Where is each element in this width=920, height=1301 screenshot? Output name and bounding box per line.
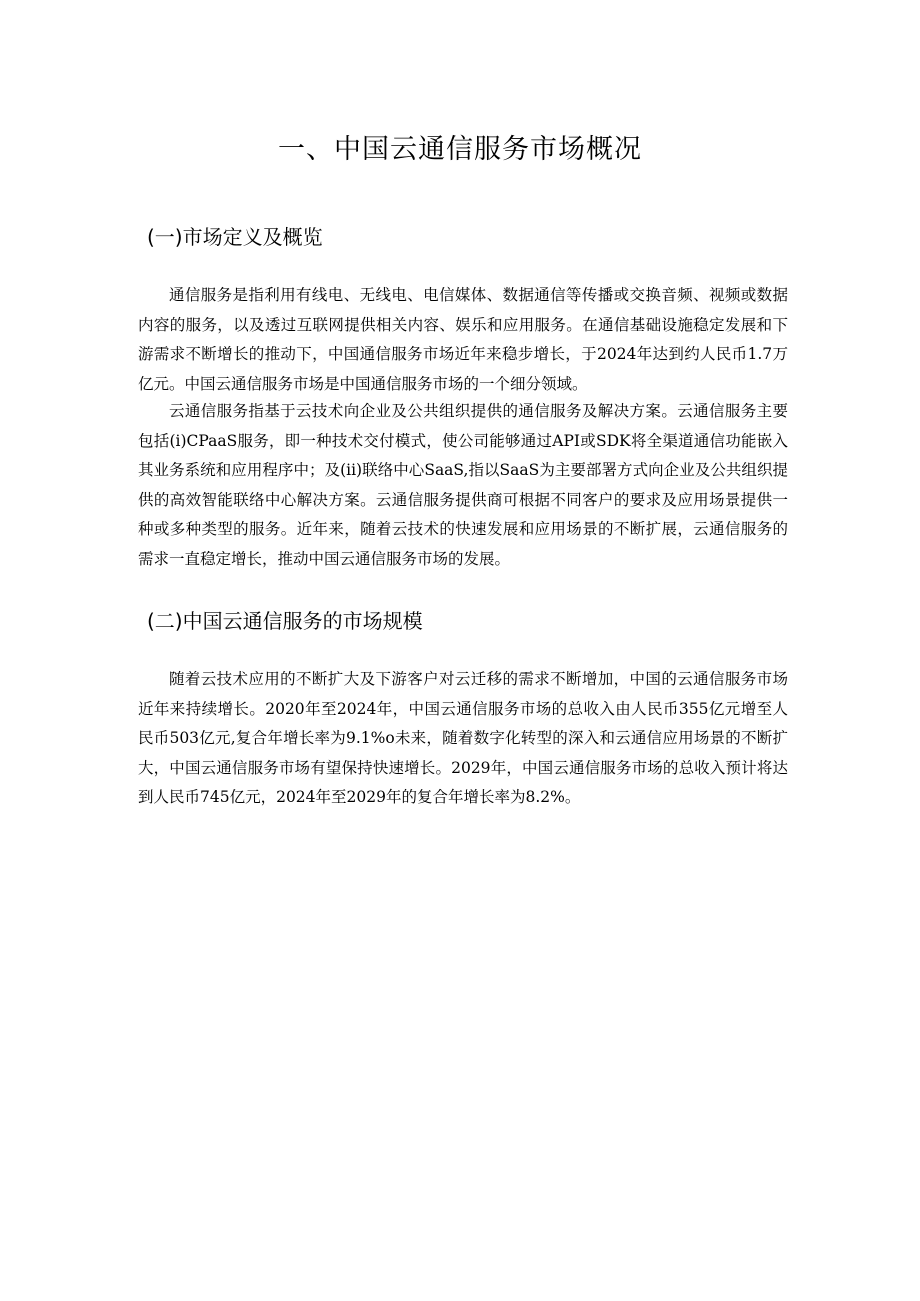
section-heading-market-definition: (一)市场定义及概览 (147, 225, 323, 249)
paragraph-market-size: 随着云技术应用的不断扩大及下游客户对云迁移的需求不断增加，中国的云通信服务市场近年来持续增长。2020年至2024年，中国云通信服务市场的总收入由人民币355亿元增至人民币503亿元,复合年增长率为9.1%o未来，随着数字化转型的深入和云通信应用场景的不断扩大，中国云通信服务市场有望保持快速增长。2029年，中国云通信服务市场的总收入预计将达到人民币745亿元，2024年至2029年的复合年增长率为8.2%。 (138, 670, 788, 806)
section-heading-market-size: (二)中国云通信服务的市场规模 (147, 609, 423, 633)
paragraph-communication-services: 通信服务是指利用有线电、无线电、电信媒体、数据通信等传播或交换音频、视频或数据内容的服务，以及透过互联网提供相关内容、娱乐和应用服务。在通信基础设施稳定发展和下游需求不断增长的推动下，中国通信服务市场近年来稳步增长，于2024年达到约人民币1.7万亿元。中国云通信服务市场是中国通信服务市场的一个细分领域。 (138, 286, 788, 393)
page-title: 一、中国云通信服务市场概况 (278, 134, 642, 165)
paragraph-cloud-communication-services: 云通信服务指基于云技术向企业及公共组织提供的通信服务及解决方案。云通信服务主要包括(i)CPaaS服务，即一种技术交付模式，使公司能够通过API或SDK将全渠道通信功能嵌入其业务系统和应用程序中；及(ii)联络中心SaaS,指以SaaS为主要部署方式向企业及公共组织提供的高效智能联络中心解决方案。云通信服务提供商可根据不同客户的要求及应用场景提供一种或多种类型的服务。近年来，随着云技术的快速发展和应用场景的不断扩展，云通信服务的需求一直稳定增长，推动中国云通信服务市场的发展。 (138, 402, 788, 568)
